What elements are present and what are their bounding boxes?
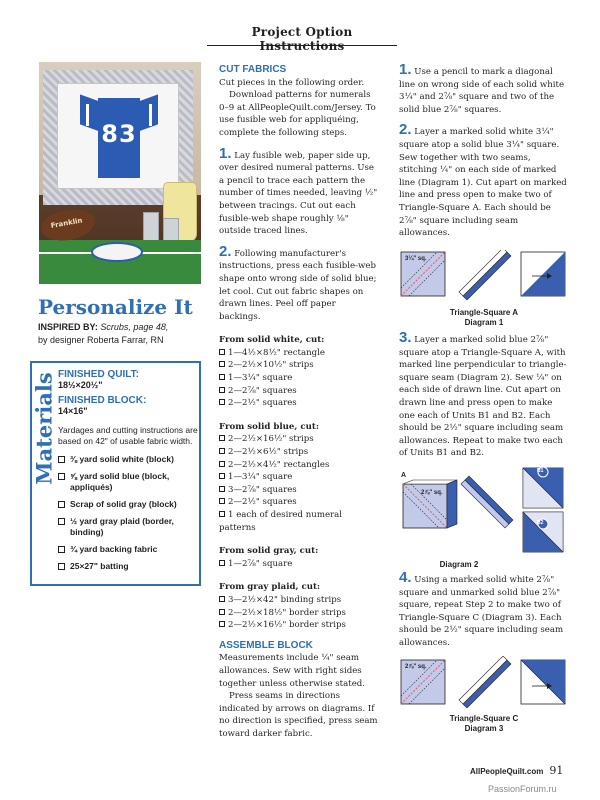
material-item <box>58 499 200 510</box>
material-item-text: ⅝ yard solid blue (block, appliqués) <box>70 471 170 492</box>
cut-item <box>219 509 379 534</box>
header-rule <box>207 45 397 46</box>
cut-item-text: 1—3¼" square <box>228 373 293 384</box>
assemble-text-2: Press seams in directions indicated by arrows on diagrams. If no direction is specified, press seam toward darker fabric. <box>219 691 378 739</box>
cut-item-text: 2—2½×4½" rectangles <box>228 459 330 470</box>
inspired-label: INSPIRED BY: <box>38 322 98 332</box>
jersey-number: 83 <box>101 120 137 148</box>
checkbox-icon <box>219 609 225 615</box>
checkbox-icon <box>219 448 225 454</box>
cut-item <box>219 496 379 509</box>
cut-intro-1: Cut pieces in the following order. <box>219 77 365 88</box>
material-item <box>58 561 200 572</box>
material-item <box>58 454 200 465</box>
checkbox-icon <box>219 621 225 627</box>
step-text: Layer a marked solid white 3¼" square atop a solid blue 3¼" square. Sew together with two seams, stitching ¼" on each side of marked line (Diagram 1). Cut apart on marked line and press open to make two of Triangle-Square A. Each should be 2⅞" square including seam allowances. <box>399 127 567 239</box>
assemble-text-1: Measurements include ¼" seam allowances. Sew with right sides together unless otherwise stated. <box>219 653 366 689</box>
material-item-text: ½ yard gray plaid (border, binding) <box>70 516 174 537</box>
cut-item <box>219 619 379 632</box>
cut-step-2 <box>219 242 379 324</box>
material-item <box>58 544 200 555</box>
cut-item-text: 1—2⅞" square <box>228 558 293 569</box>
cut-item <box>219 446 379 459</box>
cut-item-text: 2—2½×10½" strips <box>228 360 314 371</box>
cut-item <box>219 372 379 385</box>
checkbox-icon <box>219 374 225 380</box>
cut-item-text: 3—2⅞" squares <box>228 484 297 495</box>
inspired-by <box>38 321 168 347</box>
materials-box <box>30 361 201 586</box>
checkbox-icon <box>219 486 225 492</box>
diagram-3-size: 2⅞" sq. <box>405 664 427 670</box>
materials-label-wrap <box>30 363 58 493</box>
sleeve-stripe <box>149 104 152 126</box>
material-item-text: ⅜ yard solid white (block) <box>70 454 174 464</box>
material-item-text: ¾ yard backing fabric <box>70 544 158 554</box>
cut-item <box>219 484 379 497</box>
step-number: 2. <box>399 121 412 139</box>
checkbox-icon <box>58 563 65 570</box>
material-item-text: 25×27" batting <box>70 561 129 571</box>
quilt-center <box>57 83 179 189</box>
cut-item <box>219 397 379 410</box>
designer-credit: by designer Roberta Farrar, RN <box>38 335 164 345</box>
cut-item <box>219 347 379 360</box>
instructions-column-2c <box>399 569 569 650</box>
cut-item-text: 2—2½×16½" strips <box>228 434 314 445</box>
finished-block-label: FINISHED BLOCK: <box>58 395 147 406</box>
step-number: 1. <box>219 144 232 162</box>
checkbox-icon <box>219 387 225 393</box>
cut-item-text: 2—2⅞" squares <box>228 385 297 396</box>
materials-label: Materials <box>31 371 57 485</box>
footer-site: AllPeopleQuilt.com <box>470 767 544 776</box>
checkbox-icon <box>219 596 225 602</box>
diagram-2-size: 2⅞" sq. <box>421 490 443 496</box>
cut-item <box>219 459 379 472</box>
instructions-column-2 <box>399 61 569 240</box>
checkbox-icon <box>219 511 225 517</box>
materials-content <box>58 369 200 578</box>
materials-note: Yardages and cutting instructions are based on 42" of usable fabric width. <box>58 425 198 446</box>
step-text: Following manufacturer's instructions, press each fusible-web shape onto wrong side of solid blue; let cool. Cut out fabric shapes on drawn lines. Peel off paper backings. <box>219 248 377 322</box>
cut-item-text: 1—4½×8½" rectangle <box>228 347 325 358</box>
plaid-cut-heading: From gray plaid, cut: <box>219 582 321 593</box>
assemble-step-4 <box>399 569 569 650</box>
checkbox-icon <box>219 498 225 504</box>
cut-item <box>219 558 379 571</box>
cut-item-text: 2—2½×6½" strips <box>228 447 309 458</box>
plate-stack <box>91 242 143 262</box>
checkbox-icon <box>58 518 65 525</box>
diagram-3-title: Diagram 3 <box>464 724 504 733</box>
checkbox-icon <box>219 560 225 566</box>
page-header-title: Project Option Instructions <box>251 25 353 53</box>
page-number: 91 <box>549 764 564 777</box>
cut-item <box>219 471 379 484</box>
sidebar-title: Personalize It <box>38 295 193 319</box>
cut-item-text: 2—2½×18½" border strips <box>228 607 346 618</box>
cut-item <box>219 359 379 372</box>
cut-intro-2: Download patterns for numerals 0–9 at AllPeopleQuilt.com/Jersey. To use fusible web for appliquéing, complete the following steps. <box>219 90 376 138</box>
inspired-source: Scrubs, page 48, <box>100 322 169 332</box>
checkbox-icon <box>219 461 225 467</box>
diagram-3 <box>399 656 569 734</box>
glass-jar <box>143 212 159 242</box>
page-footer <box>470 764 563 777</box>
cut-item-text: 2—2½" squares <box>228 398 297 409</box>
instructions-column-2b <box>399 329 569 460</box>
checkbox-icon <box>219 361 225 367</box>
cut-item <box>219 433 379 446</box>
diagram-3-caption: Triangle-Square C <box>449 714 519 723</box>
diagram-1-size: 3¼" sq. <box>405 256 427 262</box>
instructions-column-1 <box>219 64 379 741</box>
step-text: Lay fusible web, paper side up, over desired numeral patterns. Use a pencil to trace each pattern the number of times needed, leaving ½" between tracings. Cut out each fusible-web shape roughly ⅛" outside traced lines. <box>219 150 378 237</box>
cut-step-1 <box>219 144 379 238</box>
watermark: PassionForum.ru <box>488 784 557 794</box>
step-number: 4. <box>399 569 412 586</box>
cut-item <box>219 594 379 607</box>
material-item <box>58 516 200 538</box>
diagram-1 <box>399 250 569 328</box>
cut-item-text: 2—2½×16½" border strips <box>228 620 346 631</box>
checkbox-icon <box>58 473 65 480</box>
cut-item <box>219 607 379 620</box>
diagram-2-graphic <box>399 466 569 554</box>
quilt-photo <box>39 62 201 284</box>
finished-block-value: 14×16" <box>58 406 88 416</box>
football-label: Franklin <box>50 216 84 230</box>
assemble-heading: ASSEMBLE BLOCK <box>219 639 313 651</box>
jersey-applique <box>76 94 162 178</box>
cut-item-text: 2—2½" squares <box>228 497 297 508</box>
diagram-2 <box>399 466 569 570</box>
assemble-step-3 <box>399 329 569 460</box>
step-text: Using a marked solid white 2⅞" square and unmarked solid blue 2⅞" square, repeat Step 2 to make two of Triangle-Square C (Diagram 3). Each should be 2½" square including seam allowances. <box>399 575 564 648</box>
checkbox-icon <box>58 546 65 553</box>
cut-item-text: 1—3¼" square <box>228 472 293 483</box>
cut-item <box>219 385 379 398</box>
step-number: 2. <box>219 242 232 260</box>
material-item <box>58 471 200 493</box>
diagram-2-unit-a: A <box>401 472 407 479</box>
checkbox-icon <box>219 435 225 441</box>
checkbox-icon <box>219 473 225 479</box>
assemble-step-1 <box>399 61 569 116</box>
finished-quilt-value: 18½×20½" <box>58 380 103 390</box>
step-number: 3. <box>399 329 412 346</box>
gray-cut-heading: From solid gray, cut: <box>219 546 319 557</box>
step-text: Layer a marked solid blue 2⅞" square atop a Triangle-Square A, with marked line perpendicular to triangle-square seam (Diagram 2). Sew ¼" on each side of drawn line. Cut apart on drawn line and press open to make one each of Units B1 and B2. Each should be 2½" square including seam allowances. Repeat to make two each of Units B1 and B2. <box>399 335 567 459</box>
checkbox-icon <box>219 399 225 405</box>
diagram-1-caption: Triangle-Square A <box>449 308 519 317</box>
step-number: 1. <box>399 61 412 78</box>
diagram-2-title: Diagram 2 <box>439 560 479 569</box>
material-item-text: Scrap of solid gray (block) <box>70 499 177 509</box>
diagram-2-unit-b2: B2 <box>537 520 544 526</box>
cut-item-text: 3—2½×42" binding strips <box>228 594 342 605</box>
sleeve-stripe <box>86 104 89 126</box>
step-text: Use a pencil to mark a diagonal line on wrong side of each solid white 3¼" and 2⅞" square and two of the solid blue 2⅞" squares. <box>399 67 565 115</box>
cut-item-text: 1 each of desired numeral patterns <box>219 510 343 533</box>
cut-fabrics-heading: CUT FABRICS <box>219 64 287 75</box>
finished-quilt-label: FINISHED QUILT: <box>58 369 139 380</box>
checkbox-icon <box>58 456 65 463</box>
blue-cut-heading: From solid blue, cut: <box>219 421 319 432</box>
diagram-2-unit-b1: B1 <box>537 468 544 474</box>
assemble-step-2 <box>399 121 569 239</box>
white-cut-heading: From solid white, cut: <box>219 335 325 346</box>
diagram-1-title: Diagram 1 <box>464 318 504 327</box>
checkbox-icon <box>58 501 65 508</box>
checkbox-icon <box>219 349 225 355</box>
